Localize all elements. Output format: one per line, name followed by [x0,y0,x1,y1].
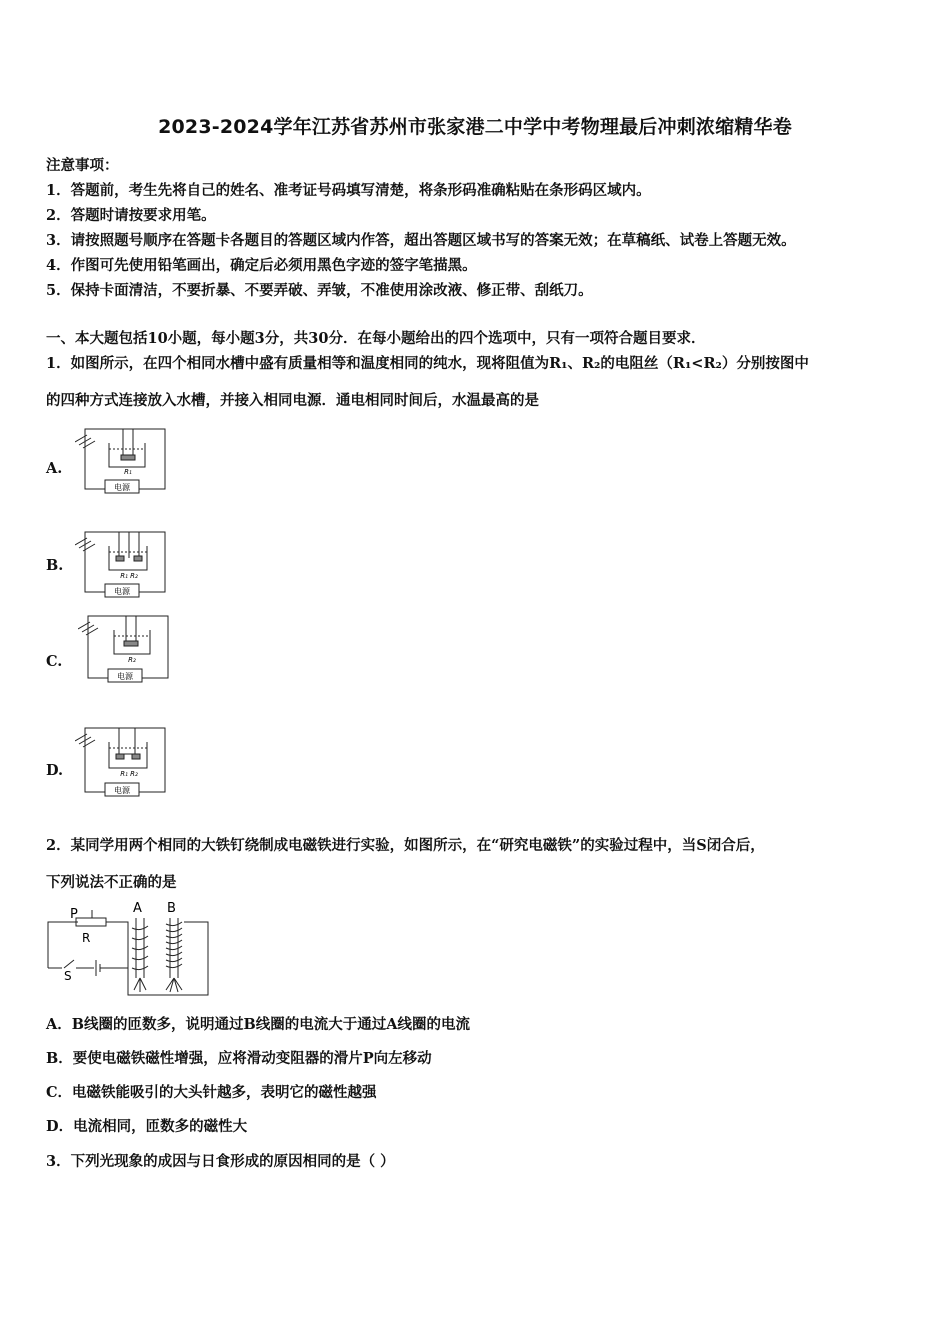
q2-electromagnet-figure [44,898,214,1000]
q1-option-c-figure [78,612,178,684]
q1-d-power-label: 电源 [114,786,130,795]
q2-option-d[interactable]: D．电流相同，匝数多的磁性大 [46,1118,248,1135]
notice-item-2: 2．答题时请按要求用笔。 [46,207,216,224]
q1-option-a-label[interactable]: A. [46,460,63,477]
q2-label-r: R [82,931,91,945]
q1-a-power-label: 电源 [114,483,130,492]
q1-option-a-figure [75,423,175,495]
q2-label-s: S [64,969,72,983]
q2-option-b[interactable]: B．要使电磁铁磁性增强，应将滑动变阻器的滑片P向左移动 [46,1050,432,1067]
q2-label-b: B [167,901,176,916]
q1-option-c-label[interactable]: C. [46,653,63,670]
q2-label-a: A [133,901,142,916]
notice-item-3: 3．请按照题号顺序在答题卡各题目的答题区域内作答，超出答题区域书写的答案无效；在草稿纸、试卷上答题无效。 [46,232,796,249]
q1-option-b-label[interactable]: B. [46,557,64,574]
notice-item-5: 5．保持卡面清洁，不要折暴、不要弄破、弄皱，不准使用涂改液、修正带、刮纸刀。 [46,282,593,299]
notice-item-1: 1．答题前，考生先将自己的姓名、准考证号码填写清楚，将条形码准确粘贴在条形码区域内。 [46,182,651,199]
q1-stem-line1: 1．如图所示，在四个相同水槽中盛有质量相等和温度相同的纯水，现将阻值为R₁、R₂的电阻丝（R₁<R₂）分别按图中 [46,355,809,372]
section-1-heading: 一、本大题包括10小题，每小题3分，共30分．在每小题给出的四个选项中，只有一项符合题目要求． [46,330,706,347]
q1-a-resistor-label: R₁ [124,468,132,476]
q3-stem-line1: 3．下列光现象的成因与日食形成的原因相同的是（ ） [46,1153,395,1170]
q2-option-a[interactable]: A．B线圈的匝数多，说明通过B线圈的电流大于通过A线圈的电流 [46,1016,471,1033]
notice-heading: 注意事项： [46,157,119,174]
q1-option-d-label[interactable]: D. [46,762,64,779]
q2-stem-line2: 下列说法不正确的是 [46,874,177,891]
q2-stem-line1: 2．某同学用两个相同的大铁钉绕制成电磁铁进行实验，如图所示，在“研究电磁铁”的实验过程中，当S闭合后， [46,837,765,854]
q1-stem-line2: 的四种方式连接放入水槽，并接入相同电源．通电相同时间后，水温最高的是 [46,392,539,409]
q1-c-power-label: 电源 [117,672,133,681]
q1-option-d-figure [75,724,175,800]
q1-c-resistor-label: R₂ [128,656,136,664]
q2-label-p: P [70,907,78,922]
q2-option-c[interactable]: C．电磁铁能吸引的大头针越多，表明它的磁性越强 [46,1084,377,1101]
notice-item-4: 4．作图可先使用铅笔画出，确定后必须用黑色字迹的签字笔描黑。 [46,257,477,274]
q1-option-b-figure [75,528,175,600]
q1-d-resistor-label: R₁ R₂ [120,770,138,778]
q1-b-power-label: 电源 [114,587,130,596]
page-title: 2023-2024学年江苏省苏州市张家港二中学中考物理最后冲刺浓缩精华卷 [158,116,792,138]
q1-b-resistor-label: R₁ R₂ [120,572,138,580]
